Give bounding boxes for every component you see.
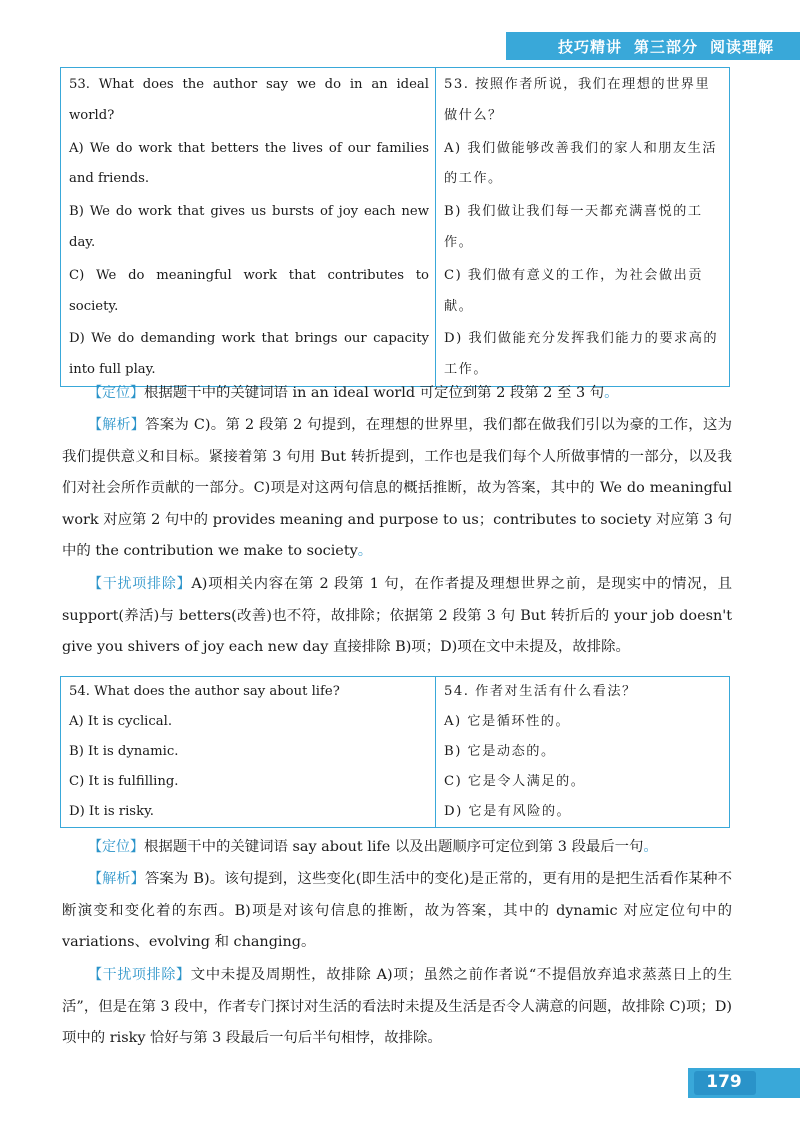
question-54-table [60, 676, 730, 828]
option-d-zh: D) 我们做能充分发挥我们能力的要求高的工作。 [436, 322, 730, 386]
table-row [61, 737, 730, 767]
table-row [61, 767, 730, 797]
question-54-en: 54. What does the author say about life? [69, 684, 340, 699]
section-header [506, 32, 800, 60]
table-row [61, 259, 730, 323]
header-part2: 第三部分 [633, 37, 698, 56]
option-b-zh: B) 它是动态的。 [436, 737, 730, 767]
distractor-54-text: 文中未提及周期性，故排除 A)项；虽然之前作者说“不提倡放弃追求蒸蒸日上的生活”，但是在第 3 段中，作者专门探讨对生活的看法时未提及生活是否令人满意的问题，故排除 C)项；D)项中的 risky 恰好与第 3 段最后一句后半句相悖，故排除。 [62, 967, 732, 1046]
table-row [61, 322, 730, 386]
option-b-zh: B) 我们做让我们每一天都充满喜悦的工作。 [436, 195, 730, 259]
period-mark: 。 [357, 543, 373, 559]
question-53-en: 53. What does the author say we do in an ideal world? [69, 77, 429, 123]
table-row [61, 707, 730, 737]
question-53-table [60, 67, 730, 387]
locate-53-text: 根据题干中的关键词语 in an ideal world 可定位到第 2 段第 2 至 3 句 [144, 385, 605, 401]
option-c-zh: C) 它是令人满足的。 [436, 767, 730, 797]
table-row [61, 797, 730, 828]
table-row [61, 132, 730, 196]
locate-tag: 【定位】 [88, 839, 144, 855]
analysis-53 [62, 410, 732, 568]
question-54-zh: 54. 作者对生活有什么看法？ [436, 677, 730, 708]
option-d-en: D) It is risky. [69, 804, 154, 819]
distractor-tag: 【干扰项排除】 [88, 967, 191, 983]
option-b-en: B) It is dynamic. [69, 744, 179, 759]
locate-54 [62, 832, 732, 864]
period-mark: 。 [643, 839, 658, 855]
option-d-zh: D) 它是有风险的。 [436, 797, 730, 828]
analysis-tag: 【解析】 [88, 871, 145, 887]
option-a-en: A) It is cyclical. [69, 714, 173, 729]
header-part1: 技巧精讲 [557, 37, 622, 56]
locate-tag: 【定位】 [88, 385, 144, 401]
option-a-zh: A) 它是循环性的。 [436, 707, 730, 737]
table-row [61, 68, 730, 132]
table-row [61, 195, 730, 259]
analysis-tag: 【解析】 [88, 417, 146, 433]
top-band [0, 0, 800, 28]
distractor-tag: 【干扰项排除】 [88, 576, 192, 592]
distractor-53 [62, 569, 732, 664]
analysis-54 [62, 864, 732, 959]
analysis-53-text: 答案为 C)。第 2 段第 2 句提到，在理想的世界里，我们都在做我们引以为豪的工作，这为我们提供意义和目标。紧接着第 3 句用 But 转折提到，工作也是我们每个人所做事情的一部分，以及我们对社会所作贡献的一部分。C)项是对这两句信息的概括推断，故为答案，其中的 We do meaningful work 对应第 2 句中的 provides meaning and purpose to us；contributes to society 对应第 3 句中的 the contribution we make to society [62, 417, 732, 559]
distractor-54 [62, 960, 732, 1055]
question-53-zh: 53. 按照作者所说，我们在理想的世界里做什么？ [436, 68, 730, 132]
locate-53 [62, 378, 732, 410]
option-c-zh: C) 我们做有意义的工作，为社会做出贡献。 [436, 259, 730, 323]
locate-54-text: 根据题干中的关键词语 say about life 以及出题顺序可定位到第 3 段最后一句 [144, 839, 644, 855]
option-c-en: C) It is fulfilling. [69, 774, 179, 789]
option-b-en: B) We do work that gives us bursts of joy each new day. [69, 204, 429, 250]
distractor-53-text: A)项相关内容在第 2 段第 1 句，在作者提及理想世界之前，是现实中的情况，且 support(养活)与 betters(改善)也不符，故排除；依据第 2 段第 3 句 But 转折后的 your job doesn't give you shivers of joy each new day 直接排除 B)项；D)项在文中未提及，故排除。 [62, 576, 733, 655]
option-c-en: C) We do meaningful work that contributes to society. [69, 267, 429, 314]
table-row [61, 677, 730, 708]
option-a-en: A) We do work that betters the lives of our families and friends. [69, 140, 429, 187]
page-number: 179 [706, 1072, 742, 1092]
analysis-54-text: 答案为 B)。该句提到，这些变化(即生活中的变化)是正常的，更有用的是把生活看作某种不断演变和变化着的东西。B)项是对该句信息的推断，故为答案，其中的 dynamic 对应定位句中的 variations、evolving 和 changing。 [62, 871, 733, 950]
option-d-en: D) We do demanding work that brings our capacity into full play. [69, 331, 429, 378]
option-a-zh: A) 我们做能够改善我们的家人和朋友生活的工作。 [436, 132, 730, 196]
header-part3: 阅读理解 [709, 37, 774, 56]
period-mark: 。 [604, 385, 619, 401]
